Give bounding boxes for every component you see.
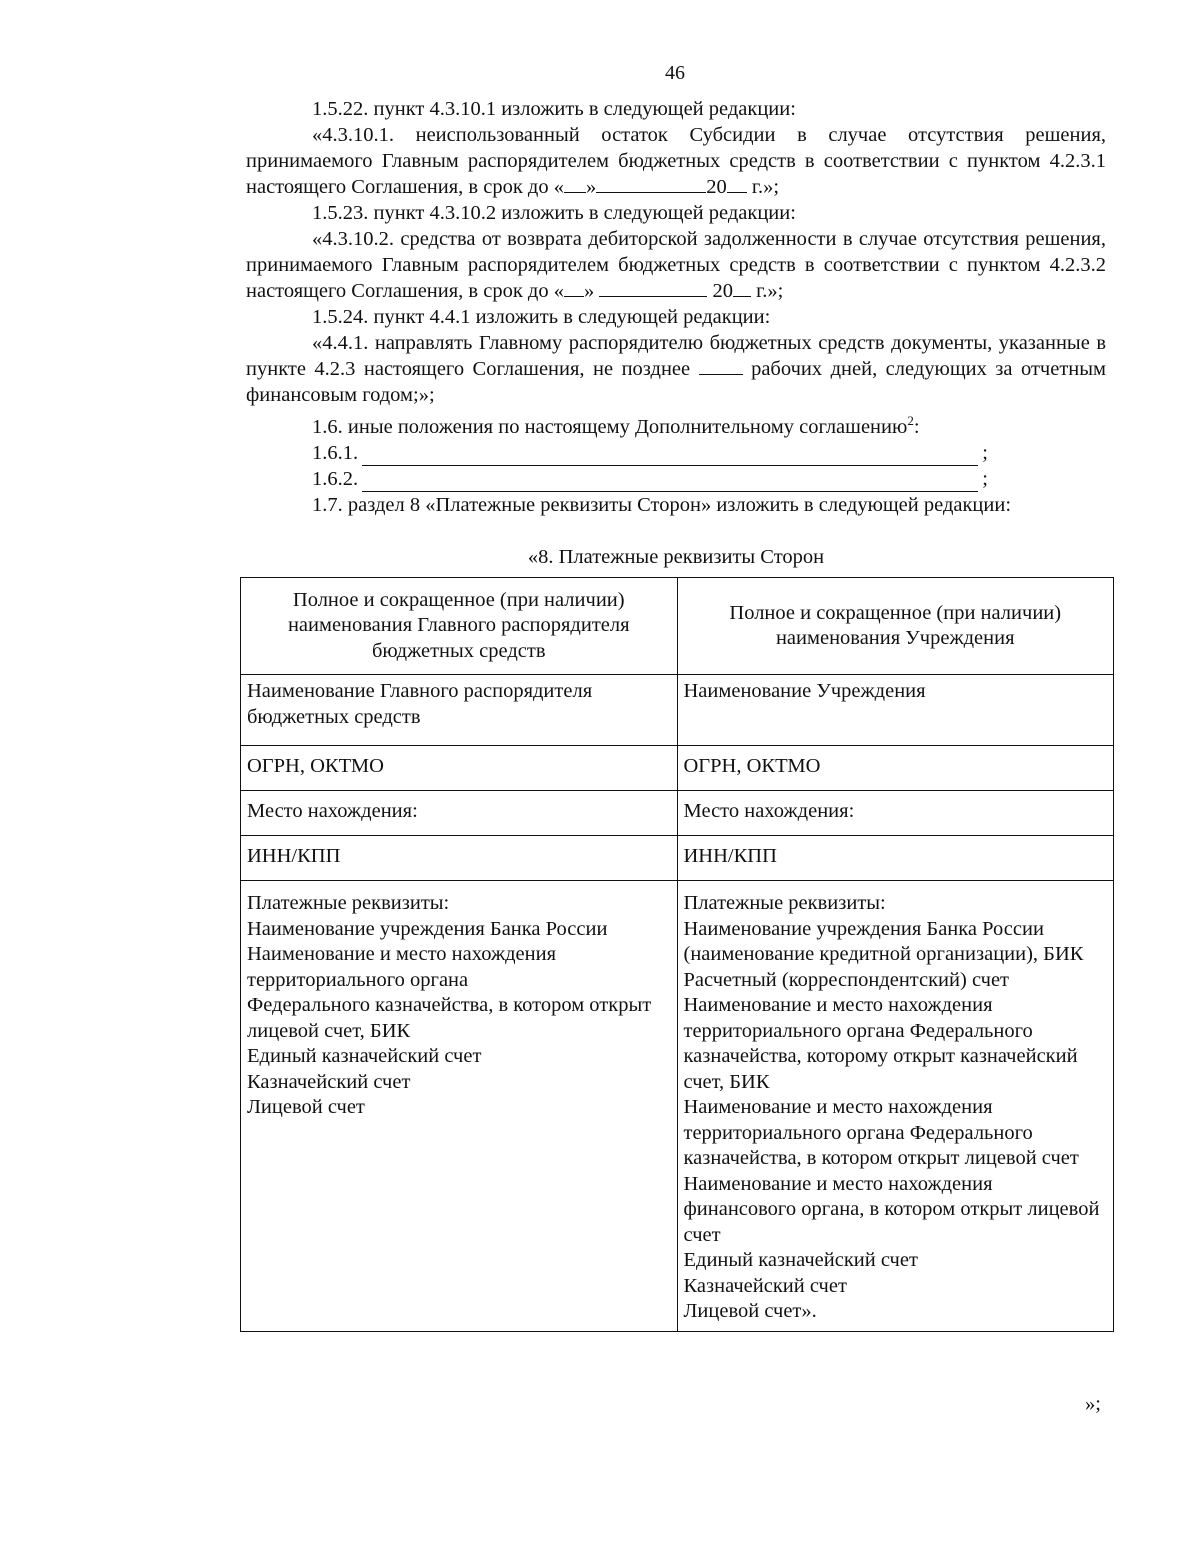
payment-line: Единый казначейский счет	[247, 1045, 482, 1067]
cell-right: ОГРН, ОКТМО	[677, 746, 1114, 791]
blank-day	[564, 278, 584, 297]
blank-days	[699, 356, 743, 375]
text-segment: »	[583, 280, 600, 302]
header-right: Полное и сокращенное (при наличии) наименования Учреждения	[677, 578, 1114, 675]
cell-right: Место нахождения:	[677, 791, 1114, 836]
text-segment: «4.3.10.2. средства от возврата дебиторской задолженности в случае отсутствия решения, принимаемого Главным распорядителем бюджетных средств в соответствии с пунктом 4.2.3.2 настоящего Соглашения, в срок до «	[246, 228, 1106, 302]
table-row	[241, 836, 1114, 881]
page-number: 46	[665, 62, 685, 84]
paragraph-1-7: 1.7. раздел 8 «Платежные реквизиты Сторон» изложить в следующей редакции:	[312, 493, 1012, 516]
header-left: Полное и сокращенное (при наличии) наименования Главного распорядителя бюджетных средств	[241, 578, 678, 675]
payment-line: Наименование учреждения Банка России (наименование кредитной организации), БИК	[683, 917, 1084, 965]
blank-year	[727, 174, 747, 193]
paragraph-1-5-22: 1.5.22. пункт 4.3.10.1 изложить в следующей редакции:	[312, 98, 796, 120]
payment-line: Единый казначейский счет	[683, 1249, 918, 1271]
closing-quote: »;	[1085, 1393, 1101, 1415]
payment-line: Наименование и место нахождения территориального органа Федерального казначейства, в котором открыт лицевой счет	[683, 1096, 1079, 1169]
paragraph-1-6	[246, 408, 1106, 440]
text-segment: 1.6. иные положения по настоящему Дополнительному соглашению	[312, 415, 908, 438]
text-segment: «4.4.1. направлять Главному распорядителю бюджетных средств документы, указанные в пункте 4.2.3 настоящего Соглашения, не позднее	[246, 332, 1106, 380]
text-segment: г.»;	[746, 176, 780, 198]
payment-line: Платежные реквизиты:	[683, 892, 886, 914]
table-row	[241, 746, 1114, 791]
fill-line	[362, 445, 978, 466]
item-semicolon: ;	[982, 467, 988, 490]
payment-line: Наименование учреждения Банка России	[247, 917, 608, 940]
table-title: «8. Платежные реквизиты Сторон	[527, 546, 825, 568]
payment-line: Лицевой счет	[247, 1096, 365, 1118]
table-row	[241, 791, 1114, 836]
item-label: 1.6.2.	[312, 467, 359, 490]
cell-left: Место нахождения:	[241, 791, 678, 836]
text-segment: «4.3.10.1. неиспользованный остаток Субсидии в случае отсутствия решения, принимаемого Главным распорядителем бюджетных средств в соответствии с пунктом 4.2.3.1 настоящего Соглашения, в срок до «	[246, 124, 1106, 198]
payment-line: Платежные реквизиты:	[247, 892, 450, 914]
text-segment: г.»;	[750, 280, 784, 302]
footnote-ref: 2	[907, 413, 914, 428]
table-header-row	[241, 578, 1114, 675]
cell-right: Наименование Учреждения	[677, 675, 1114, 746]
item-label: 1.6.1.	[312, 441, 359, 464]
item-1-6-2	[246, 466, 988, 492]
cell-left-payment	[241, 881, 678, 1332]
payment-line: Казначейский счет	[683, 1274, 847, 1297]
blank-day	[564, 174, 586, 193]
document-body	[246, 96, 1106, 518]
item-1-6-1	[246, 440, 988, 466]
paragraph-1-5-24: 1.5.24. пункт 4.4.1 изложить в следующей редакции:	[312, 306, 771, 328]
payment-details-table	[240, 577, 1114, 1332]
payment-line: Наименование и место нахождения территориального органа Федерального казначейства, которому открыт казначейский счет, БИК	[683, 994, 1078, 1093]
table-row-payment	[241, 881, 1114, 1332]
text-segment: 20	[707, 280, 733, 302]
blank-year	[733, 278, 751, 297]
payment-line: Наименование и место нахождения финансового органа, в котором открыт лицевой счет	[683, 1172, 1100, 1246]
cell-left: ОГРН, ОКТМО	[241, 746, 678, 791]
text-segment: »	[585, 176, 597, 198]
paragraph-4-3-10-2	[246, 226, 1106, 304]
blank-month	[599, 278, 707, 297]
payment-line: Расчетный (корреспондентский) счет	[683, 968, 1010, 991]
fill-line	[362, 471, 978, 492]
cell-left: Наименование Главного распорядителя бюджетных средств	[241, 675, 678, 746]
cell-left: ИНН/КПП	[241, 836, 678, 881]
text-segment: 20	[706, 176, 727, 198]
item-semicolon: ;	[982, 441, 988, 464]
payment-line: Казначейский счет	[247, 1070, 411, 1093]
paragraph-4-4-1	[246, 330, 1106, 408]
cell-right-payment	[677, 881, 1114, 1332]
cell-right: ИНН/КПП	[677, 836, 1114, 881]
payment-line: Лицевой счет».	[683, 1300, 817, 1322]
table-row	[241, 675, 1114, 746]
payment-line: Наименование и место нахождения территориального органа	[247, 943, 557, 991]
text-segment: :	[913, 415, 920, 438]
payment-line: Федерального казначейства, в котором открыт лицевой счет, БИК	[247, 994, 652, 1042]
text-segment: рабочих дней, следующих за отчетным финансовым годом;»;	[246, 358, 1106, 406]
paragraph-4-3-10-1	[246, 122, 1106, 200]
blank-month	[596, 174, 706, 193]
paragraph-1-5-23: 1.5.23. пункт 4.3.10.2 изложить в следующей редакции:	[312, 202, 796, 224]
